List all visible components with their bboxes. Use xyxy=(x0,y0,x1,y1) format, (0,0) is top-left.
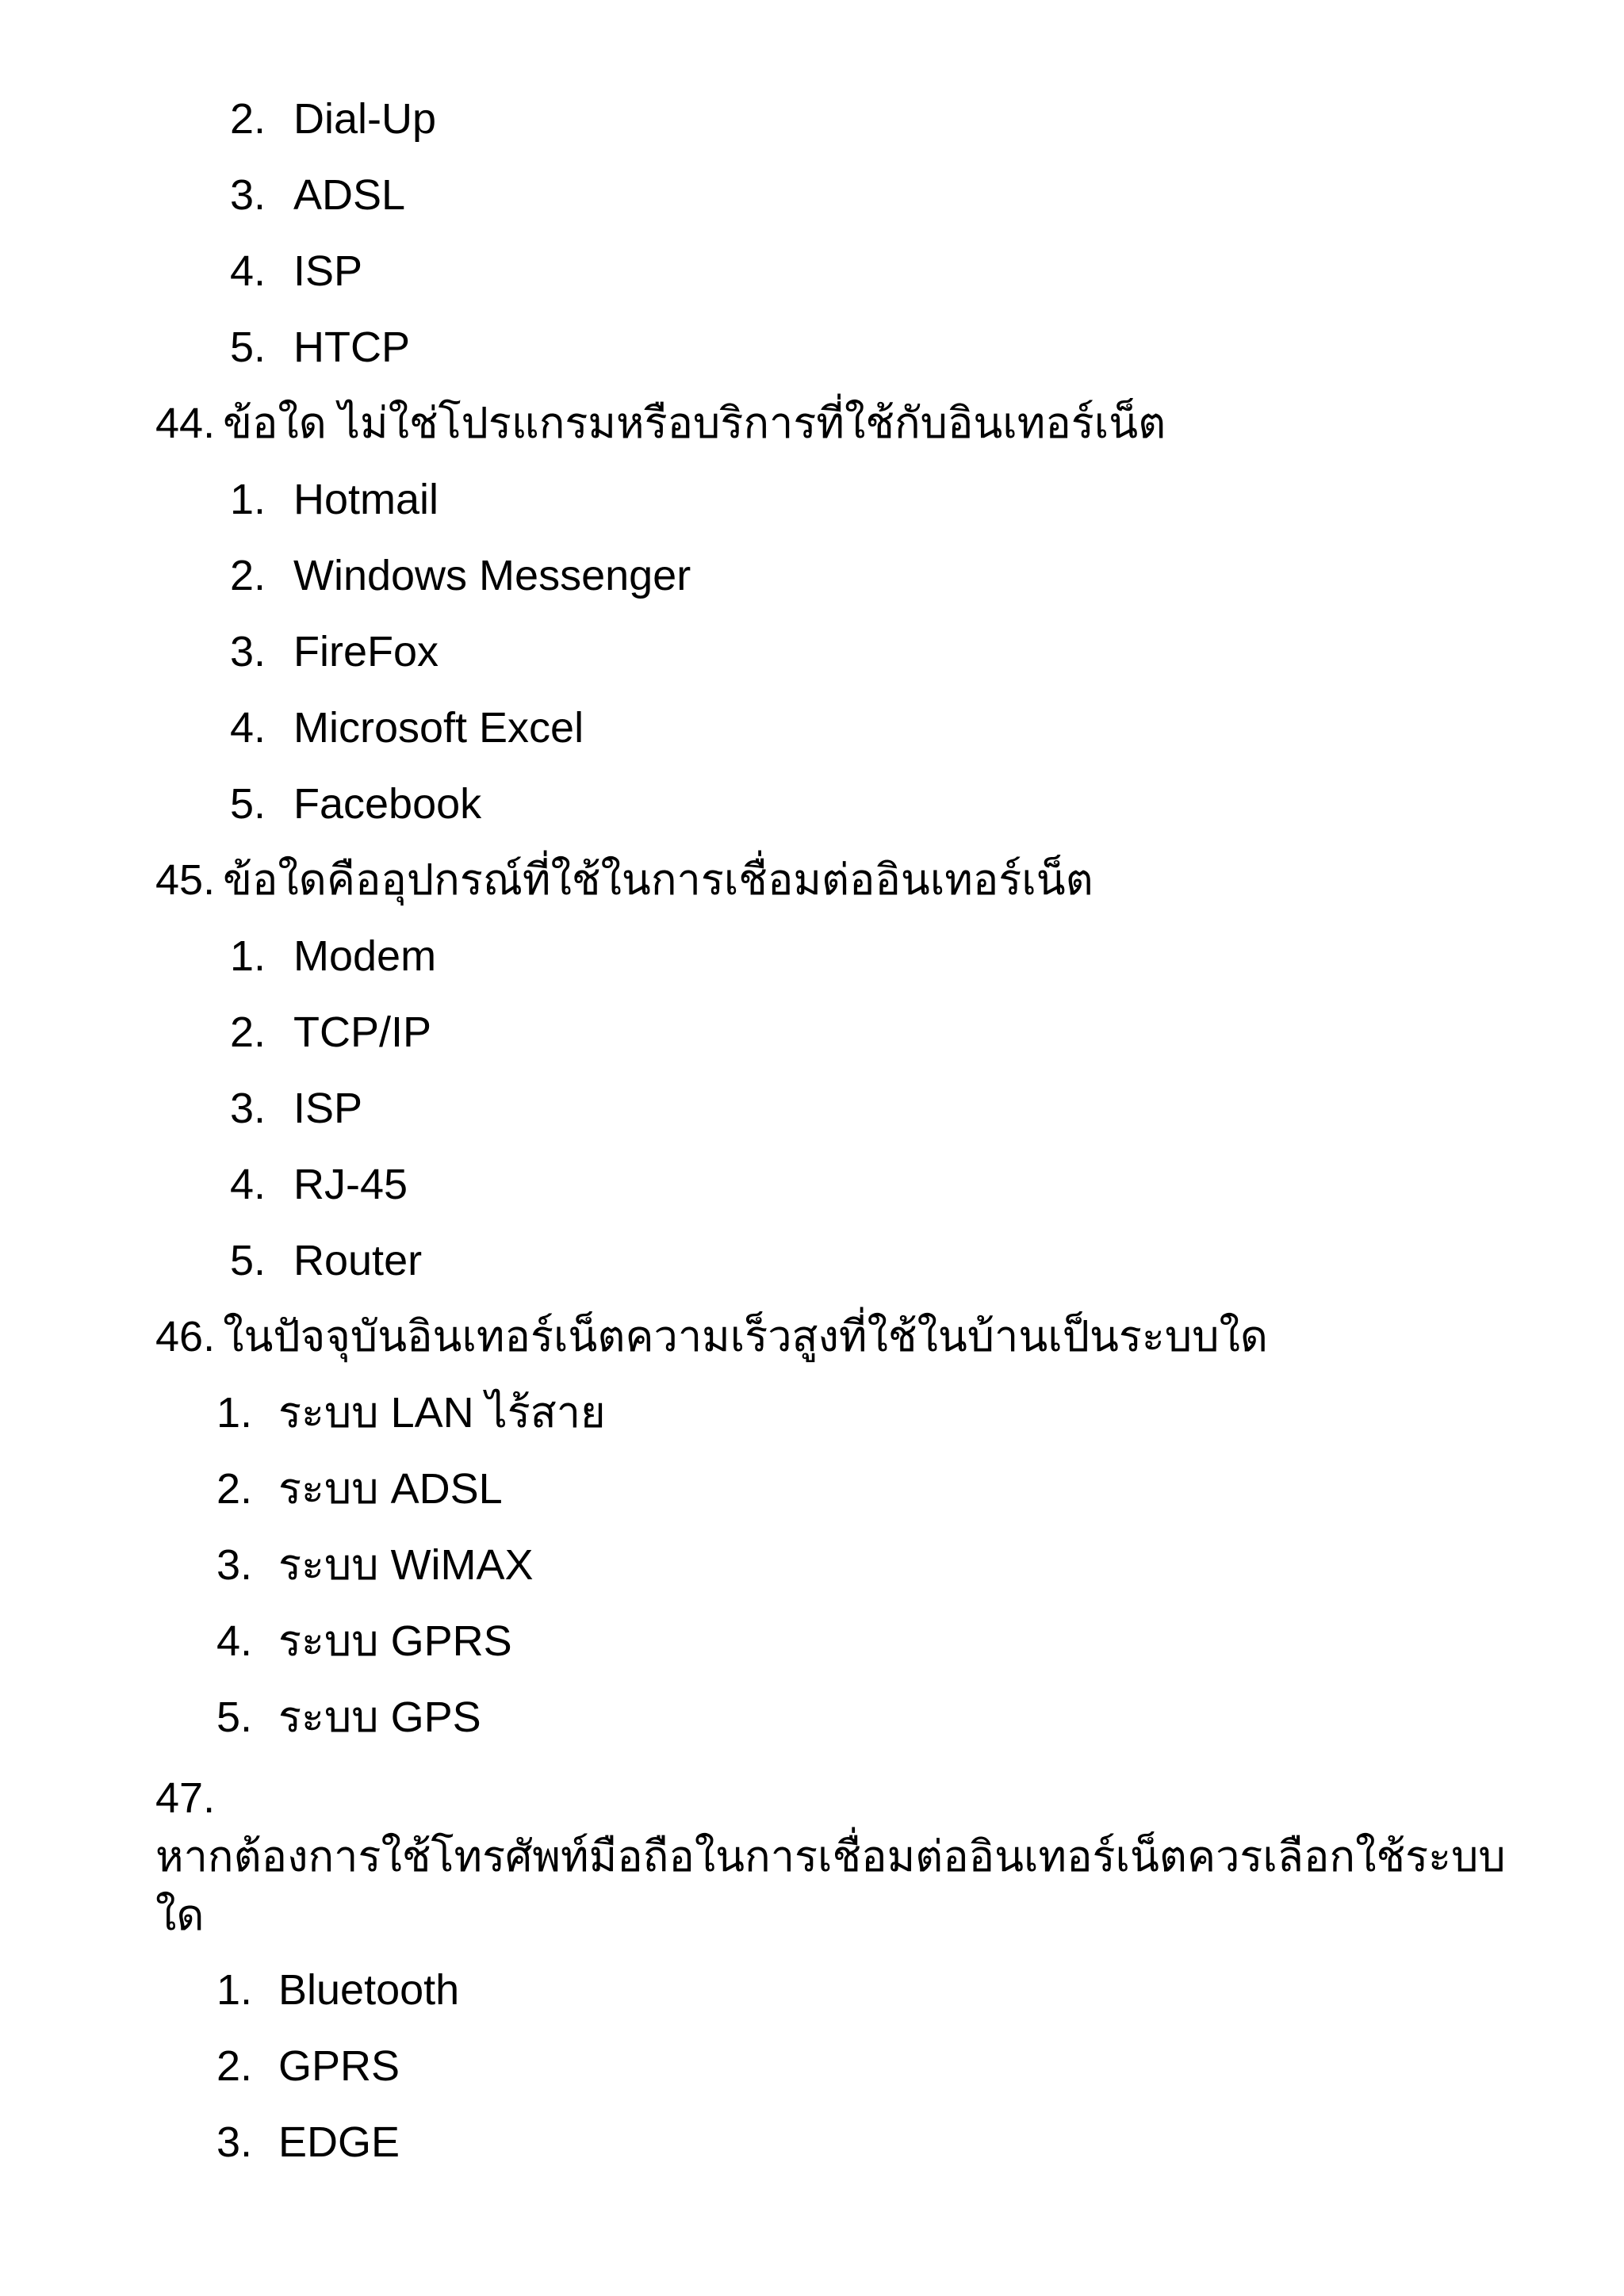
option-number: 2. xyxy=(230,95,266,143)
list-item xyxy=(230,322,410,373)
option-text: TCP/IP xyxy=(293,1008,432,1056)
list-item xyxy=(216,1540,534,1590)
option-number: 3. xyxy=(216,1541,253,1589)
option-text: Router xyxy=(293,1237,423,1284)
option-number: 3. xyxy=(230,1085,266,1132)
list-item xyxy=(216,2041,400,2091)
option-text: FireFox xyxy=(293,628,439,675)
option-text: ISP xyxy=(293,247,363,295)
question-47-text-continued: ใด xyxy=(155,1892,205,1939)
question-46 xyxy=(155,1311,1268,1362)
list-item xyxy=(230,1159,408,1210)
list-item xyxy=(216,2117,400,2168)
question-45 xyxy=(155,855,1094,905)
option-number: 2. xyxy=(216,1465,253,1513)
option-number: 1. xyxy=(216,1966,253,2014)
option-text: Microsoft Excel xyxy=(293,704,584,752)
list-item xyxy=(230,1235,422,1286)
list-item xyxy=(230,170,405,220)
question-text: ข้อใดคืออุปกรณ์ที่ใช้ในการเชื่อมต่ออินเทอร์เน็ต xyxy=(223,856,1094,904)
option-number: 1. xyxy=(230,932,266,980)
option-text: HTCP xyxy=(293,323,410,371)
option-text: Facebook xyxy=(293,780,482,828)
option-text: Dial-Up xyxy=(293,95,437,143)
list-item xyxy=(230,246,362,297)
option-text: ระบบ LAN ไร้สาย xyxy=(278,1389,606,1437)
option-text: ISP xyxy=(293,1085,363,1132)
list-item xyxy=(230,94,436,144)
option-number: 3. xyxy=(230,628,266,675)
option-number: 4. xyxy=(216,1617,253,1665)
option-number: 1. xyxy=(216,1389,253,1437)
option-text: Bluetooth xyxy=(278,1966,460,2014)
option-text: RJ-45 xyxy=(293,1161,408,1208)
question-number: 45. xyxy=(155,856,216,904)
question-47-text: หากต้องการใช้โทรศัพท์มือถือในการเชื่อมต่ออินเทอร์เน็ตควรเลือกใช้ระบบ xyxy=(155,1833,1506,1881)
question-47-number: 47. xyxy=(155,1774,216,1822)
option-number: 4. xyxy=(230,704,266,752)
option-text: Hotmail xyxy=(293,476,439,523)
question-text: ข้อใด ไม่ใช่โปรแกรมหรือบริการที่ใช้กับอินเทอร์เน็ต xyxy=(223,400,1166,447)
question-text: ในปัจจุบันอินเทอร์เน็ตความเร็วสูงที่ใช้ในบ้านเป็นระบบใด xyxy=(223,1313,1268,1360)
option-text: ระบบ GPRS xyxy=(278,1617,512,1665)
list-item xyxy=(230,550,691,601)
option-text: Modem xyxy=(293,932,437,980)
list-item xyxy=(216,1965,459,2015)
question-number: 44. xyxy=(155,400,216,447)
option-number: 5. xyxy=(230,780,266,828)
list-item xyxy=(216,1692,481,1743)
option-number: 4. xyxy=(230,247,266,295)
option-text: ระบบ GPS xyxy=(278,1693,481,1741)
option-number: 3. xyxy=(216,2118,253,2166)
list-item xyxy=(216,1464,503,1514)
question-44 xyxy=(155,398,1166,449)
list-item xyxy=(216,1616,512,1667)
option-number: 5. xyxy=(230,1237,266,1284)
list-item xyxy=(230,474,439,525)
option-number: 5. xyxy=(216,1693,253,1741)
list-item xyxy=(230,702,584,753)
option-number: 5. xyxy=(230,323,266,371)
list-item xyxy=(230,1007,431,1058)
option-text: GPRS xyxy=(278,2042,400,2090)
option-number: 3. xyxy=(230,171,266,219)
option-text: ระบบ ADSL xyxy=(278,1465,503,1513)
option-number: 2. xyxy=(230,552,266,599)
list-item xyxy=(230,779,481,829)
option-number: 2. xyxy=(230,1008,266,1056)
option-text: ระบบ WiMAX xyxy=(278,1541,534,1589)
list-item xyxy=(230,1083,362,1134)
option-number: 2. xyxy=(216,2042,253,2090)
question-number: 46. xyxy=(155,1313,216,1360)
list-item xyxy=(230,931,436,982)
option-number: 1. xyxy=(230,476,266,523)
option-number: 4. xyxy=(230,1161,266,1208)
list-item xyxy=(216,1387,606,1438)
option-text: Windows Messenger xyxy=(293,552,691,599)
option-text: EDGE xyxy=(278,2118,400,2166)
option-text: ADSL xyxy=(293,171,406,219)
list-item xyxy=(230,626,439,677)
